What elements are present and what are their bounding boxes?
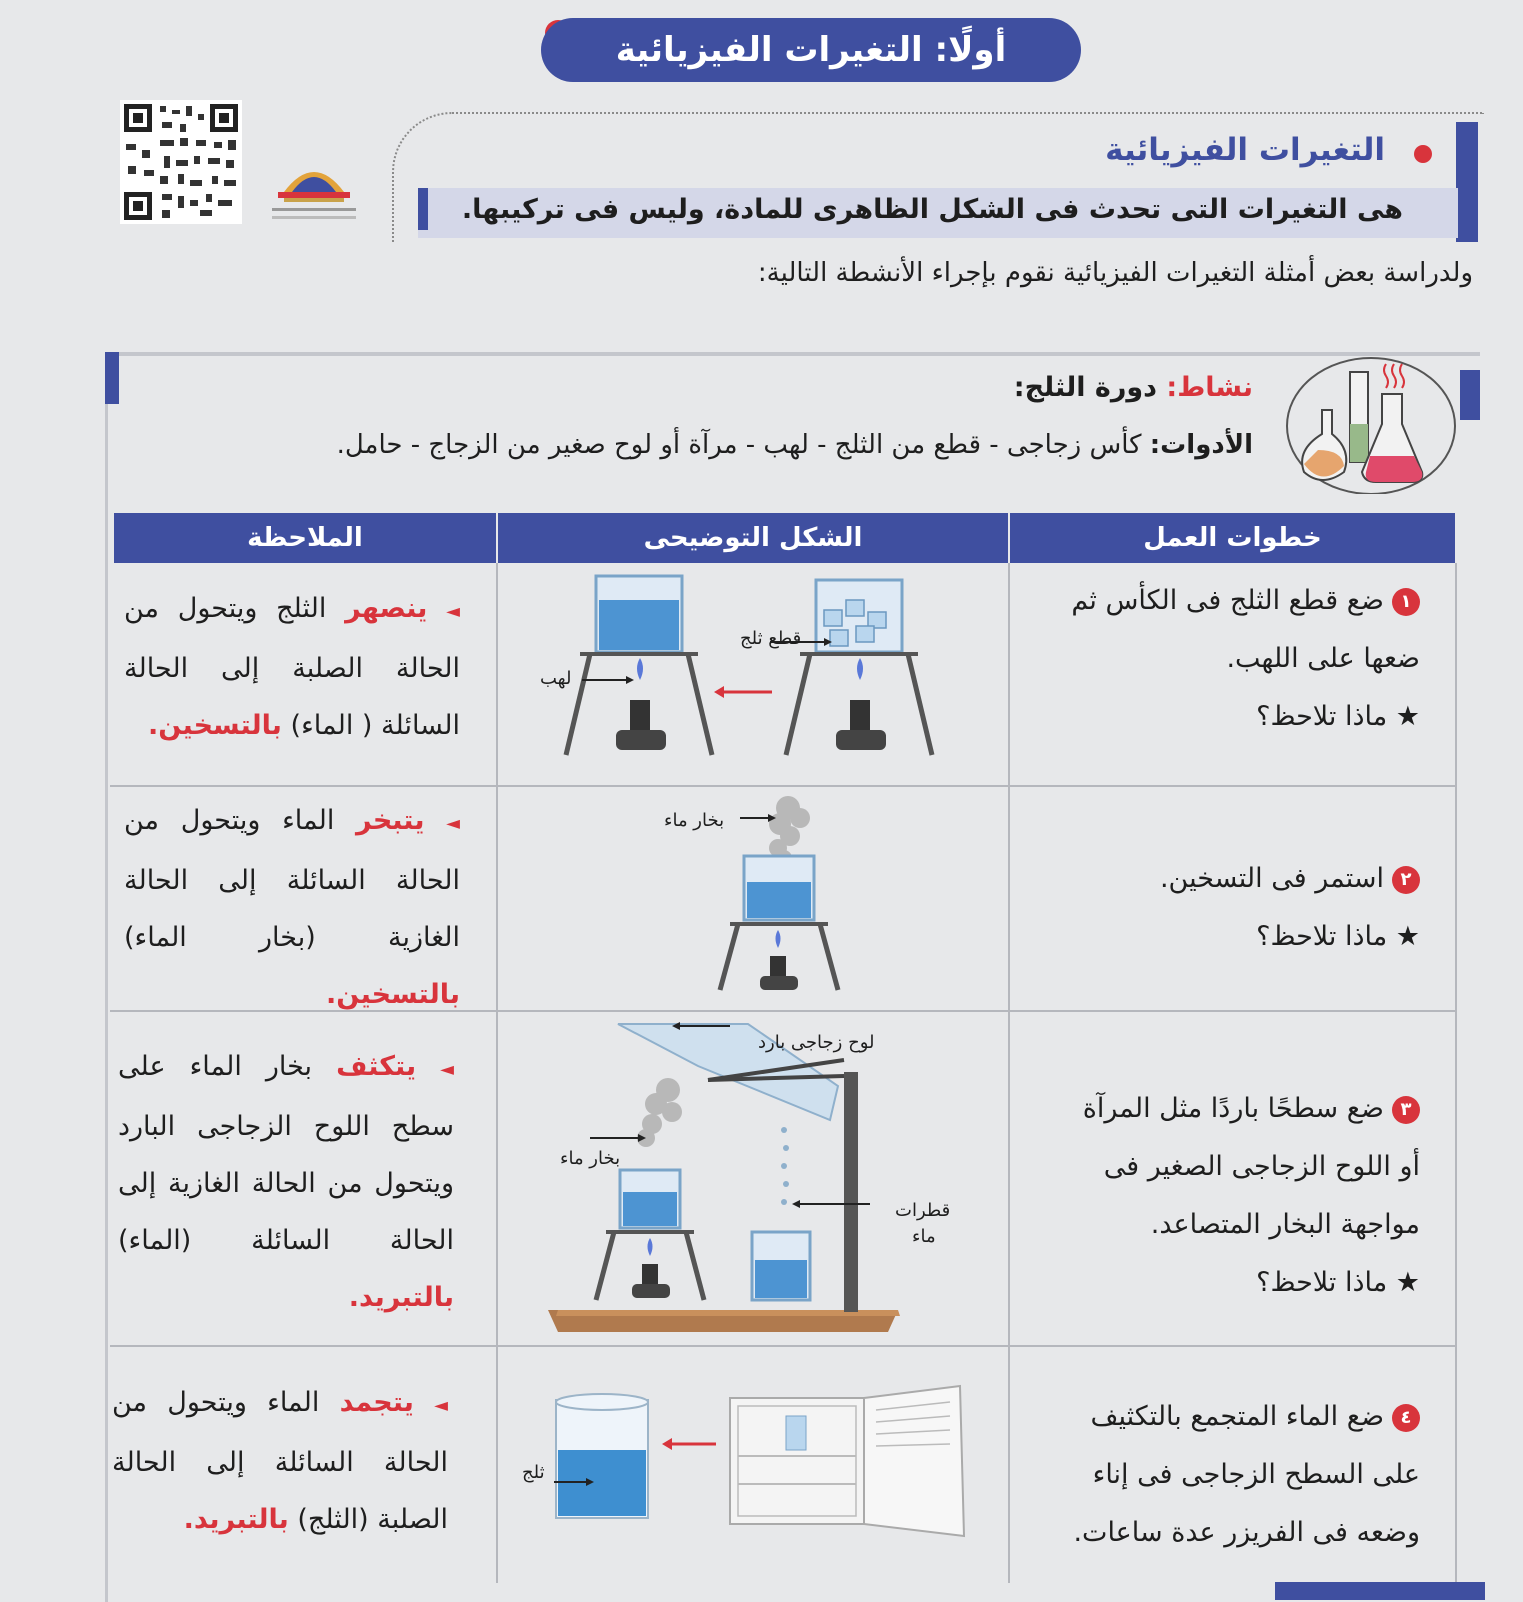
- label-ice-pieces: قطع ثلج: [740, 628, 802, 649]
- step-line: ★ ماذا تلاحظ؟: [1256, 701, 1420, 732]
- grid-line: [496, 563, 498, 1583]
- step-line: ضع الماء المتجمع بالتكثيف: [1090, 1401, 1384, 1432]
- activity-top-line: [105, 352, 1480, 356]
- observation-verb: يتكثف: [336, 1051, 417, 1082]
- observation-condition: بالتسخين.: [326, 979, 460, 1010]
- label-cold-glass: لوح زجاجى بارد: [758, 1032, 875, 1053]
- figure-freezing: [540, 1380, 970, 1540]
- definition-side-bar: [1456, 122, 1478, 242]
- step-line: ضع سطحًا باردًا مثل المرآة: [1082, 1093, 1384, 1124]
- grid-line: [110, 785, 1457, 787]
- step-line: ★ ماذا تلاحظ؟: [1256, 921, 1420, 952]
- observation-verb: يتجمد: [339, 1387, 414, 1418]
- figure-melting-ice: [500, 570, 1000, 782]
- step-number: ٢: [1392, 866, 1420, 894]
- step-line: على السطح الزجاجى فى إناء: [1092, 1459, 1420, 1490]
- column-header-observation: الملاحظة: [114, 513, 496, 563]
- publisher-logo-icon: [262, 148, 366, 228]
- definition-text: هى التغيرات التى تحدث فى الشكل الظاهرى للمادة، وليس فى تركيبها.: [461, 194, 1403, 225]
- observation-condition: بالتبريد.: [348, 1282, 454, 1313]
- tools-list: كأس زجاجى - قطع من الثلج - لهب - مرآة أو لوح صغير من الزجاج - حامل.: [336, 430, 1142, 460]
- table-row-1-observation: ◄ ينصهر الثلج ويتحول من الحالة الصلبة إلى الحالة السائلة ( الماء) بالتسخين.: [124, 593, 460, 741]
- label-ice: ثلج: [522, 1462, 545, 1483]
- step-line: ضعها على اللهب.: [1226, 643, 1420, 674]
- intro-text: ولدراسة بعض أمثلة التغيرات الفيزيائية نقوم بإجراء الأنشطة التالية:: [757, 258, 1473, 288]
- activity-left-bar: [105, 352, 119, 404]
- step-line: ★ ماذا تلاحظ؟: [1256, 1267, 1420, 1298]
- step-line: وضعه فى الفريزر عدة ساعات.: [1073, 1517, 1420, 1548]
- observation-text: الثلج ويتحول من الحالة الصلبة إلى الحالة السائلة ( الماء): [124, 593, 460, 741]
- step-number: ٣: [1392, 1096, 1420, 1124]
- observation-verb: يتبخر: [356, 805, 425, 836]
- label-water-drops-2: ماء: [912, 1226, 936, 1247]
- step-line: ضع قطع الثلج فى الكأس ثم: [1071, 585, 1384, 616]
- table-row-3-observation: ◄ يتكثف بخار الماء على سطح اللوح الزجاجى البارد ويتحول من الحالة الغازية إلى الحالة السائلة (الماء) بالتبريد.: [118, 1051, 454, 1313]
- figure-condensation: [548, 1020, 918, 1335]
- observation-condition: بالتسخين.: [148, 710, 282, 741]
- lab-flasks-icon: [1282, 354, 1460, 494]
- column-header-figure: الشكل التوضيحى: [498, 513, 1008, 563]
- activity-name: دورة الثلج:: [1013, 372, 1157, 403]
- table-row-1-step: [1020, 572, 1420, 746]
- grid-line: [110, 1345, 1457, 1347]
- activity-tools: [337, 430, 1253, 460]
- table-row-4-observation: ◄ يتجمد الماء ويتحول من الحالة السائلة إلى الحالة الصلبة (الثلج) بالتبريد.: [112, 1387, 448, 1535]
- column-header-steps: خطوات العمل: [1010, 513, 1455, 563]
- step-number: ٤: [1392, 1404, 1420, 1432]
- label-water-vapor: بخار ماء: [560, 1148, 621, 1169]
- activity-right-bar: [1460, 370, 1480, 420]
- grid-line: [1008, 563, 1010, 1583]
- table-row-3-step: [1020, 1080, 1420, 1312]
- observation-text: الماء ويتحول من الحالة السائلة إلى الحالة الغازية (بخار الماء): [124, 805, 460, 953]
- table-row-2-observation: ◄ يتبخر الماء ويتحول من الحالة السائلة إلى الحالة الغازية (بخار الماء) بالتسخين.: [124, 805, 460, 1010]
- observation-verb: ينصهر: [345, 593, 428, 624]
- definition-box-bar: [418, 188, 428, 230]
- step-line: أو اللوح الزجاجى الصغير فى: [1103, 1151, 1420, 1182]
- footer-tab: [1275, 1582, 1485, 1600]
- qr-code-icon[interactable]: [120, 100, 242, 224]
- page-title: أولًا: التغيرات الفيزيائية: [541, 18, 1081, 82]
- observation-condition: بالتبريد.: [183, 1504, 289, 1535]
- step-line: مواجهة البخار المتصاعد.: [1150, 1209, 1420, 1240]
- label-flame: لهب: [540, 668, 572, 689]
- tools-label: الأدوات:: [1149, 430, 1253, 460]
- table-row-2-step: [1020, 850, 1420, 966]
- bullet-dot: [1414, 145, 1432, 163]
- activity-label: نشاط:: [1166, 372, 1253, 403]
- step-number: ١: [1392, 588, 1420, 616]
- observation-text: بخار الماء على سطح اللوح الزجاجى البارد ويتحول من الحالة الغازية إلى الحالة السائلة (الماء): [118, 1051, 454, 1256]
- observation-text: الماء ويتحول من الحالة السائلة إلى الحالة الصلبة (الثلج): [112, 1387, 448, 1535]
- label-water-vapor: بخار ماء: [664, 810, 725, 831]
- label-water-drops: قطرات: [895, 1200, 951, 1221]
- step-line: استمر فى التسخين.: [1159, 863, 1384, 894]
- activity-title: [1014, 372, 1253, 403]
- definition-title: التغيرات الفيزيائية: [1105, 132, 1385, 168]
- grid-line: [1455, 563, 1457, 1583]
- table-row-4-step: [1020, 1388, 1420, 1562]
